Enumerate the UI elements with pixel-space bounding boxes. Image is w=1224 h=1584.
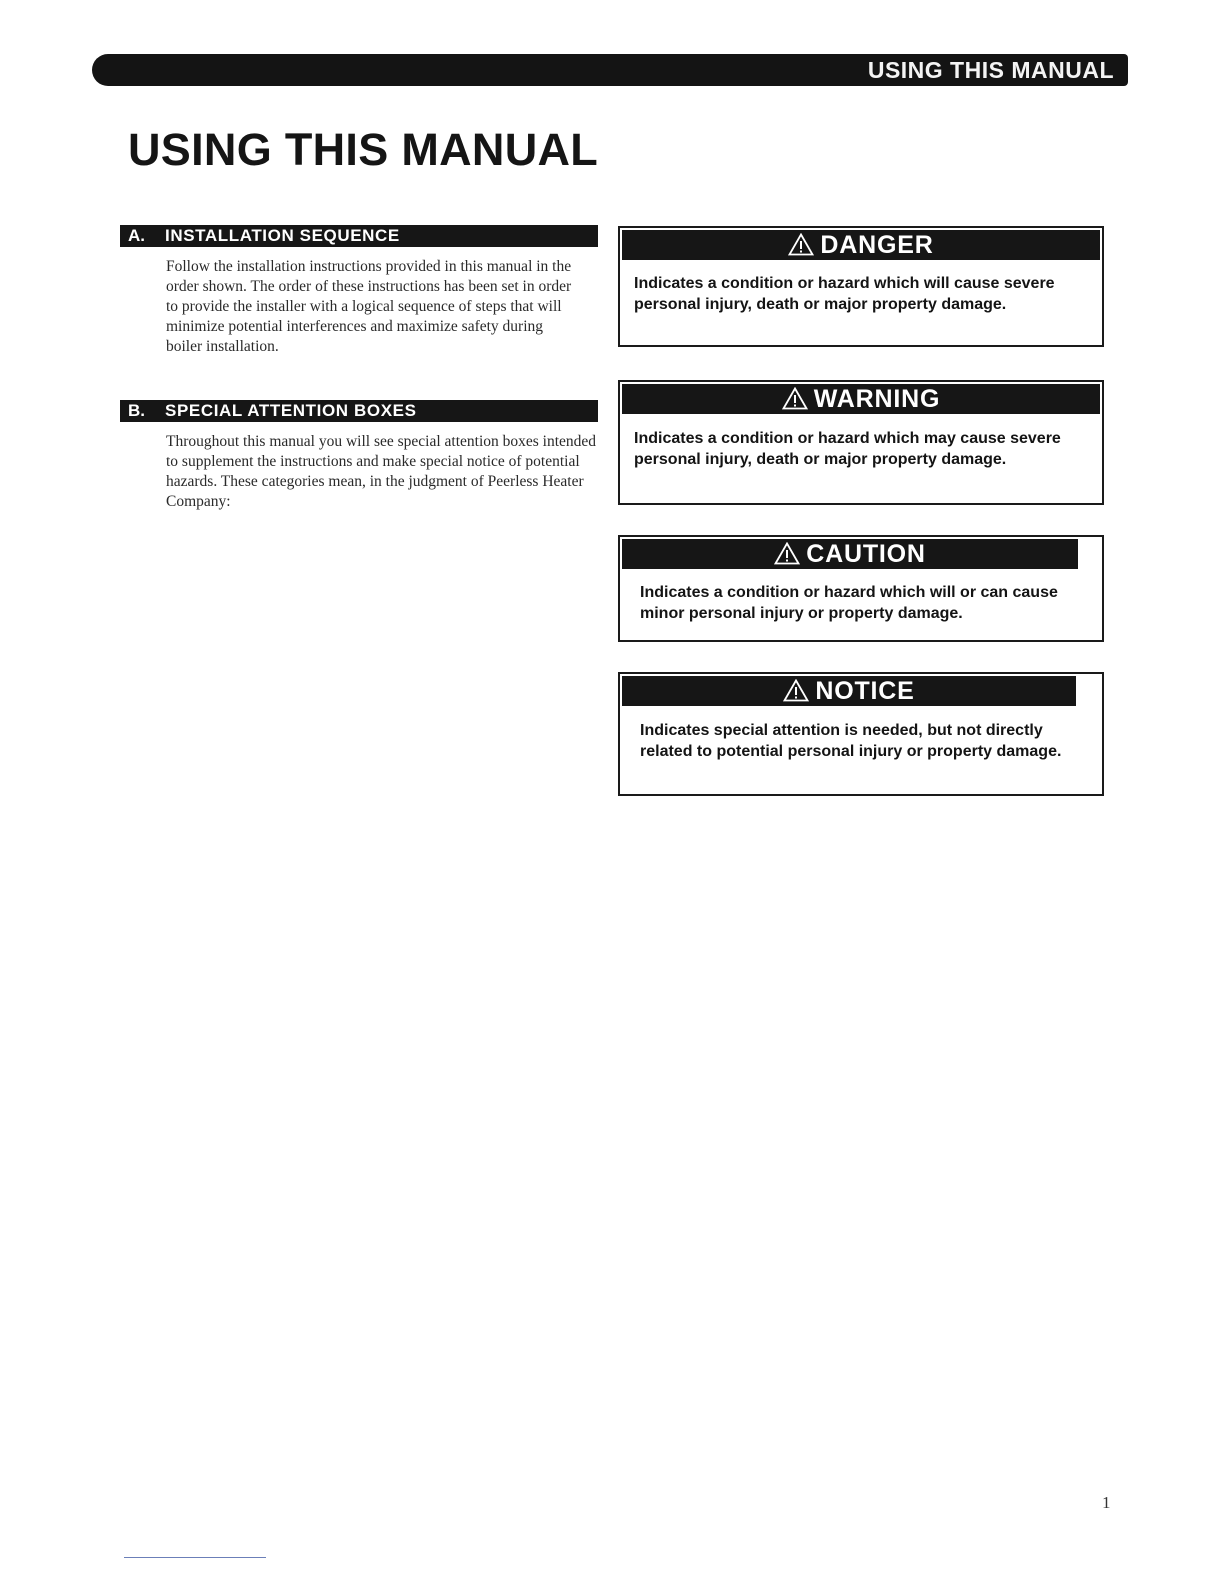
caution-label: CAUTION <box>806 540 926 568</box>
banner-label: USING THIS MANUAL <box>867 57 1114 83</box>
footer-divider <box>124 1557 266 1558</box>
danger-label: DANGER <box>820 231 934 259</box>
warning-header <box>622 384 1100 414</box>
caution-header <box>622 539 1078 569</box>
warning-triangle-icon <box>783 679 809 702</box>
warning-triangle-icon <box>774 542 800 565</box>
caution-text: Indicates a condition or hazard which will or can cause minor personal injury or property damage. <box>640 584 1058 622</box>
section-text-installation-sequence: Follow the installation instructions provided in this manual in the order shown. The order of these instructions has been set in order to provide the installer with a logical sequence of steps that will minimize potential interferences and maximize safety during boiler installation. <box>166 258 572 355</box>
section-header-installation-sequence <box>120 225 598 247</box>
section-title: SPECIAL ATTENTION BOXES <box>165 401 417 420</box>
section-header-special-attention-boxes <box>120 400 598 422</box>
caution-box <box>618 535 1104 642</box>
danger-box <box>618 226 1104 347</box>
warning-triangle-icon <box>782 387 808 410</box>
page-title: USING THIS MANUAL <box>128 124 599 175</box>
warning-box <box>618 380 1104 505</box>
section-letter: A. <box>128 226 145 245</box>
section-text-special-attention-boxes: Throughout this manual you will see special attention boxes intended to supplement the instructions and make special notice of potential hazards. These categories mean, in the judgment of Peerless Heater Company: <box>166 433 597 510</box>
section-letter: B. <box>128 401 145 420</box>
page-number: 1 <box>1102 1493 1111 1512</box>
notice-label: NOTICE <box>815 677 915 705</box>
warning-text: Indicates a condition or hazard which may cause severe personal injury, death or major property damage. <box>634 430 1061 468</box>
top-banner <box>92 54 1128 86</box>
notice-box <box>618 672 1104 796</box>
notice-text: Indicates special attention is needed, but not directly related to potential personal injury or property damage. <box>640 722 1062 760</box>
danger-text: Indicates a condition or hazard which will cause severe personal injury, death or major property damage. <box>634 275 1055 313</box>
section-title: INSTALLATION SEQUENCE <box>165 226 400 245</box>
warning-label: WARNING <box>813 385 941 413</box>
warning-triangle-icon <box>788 233 814 256</box>
notice-header <box>622 676 1076 706</box>
danger-header <box>622 230 1100 260</box>
